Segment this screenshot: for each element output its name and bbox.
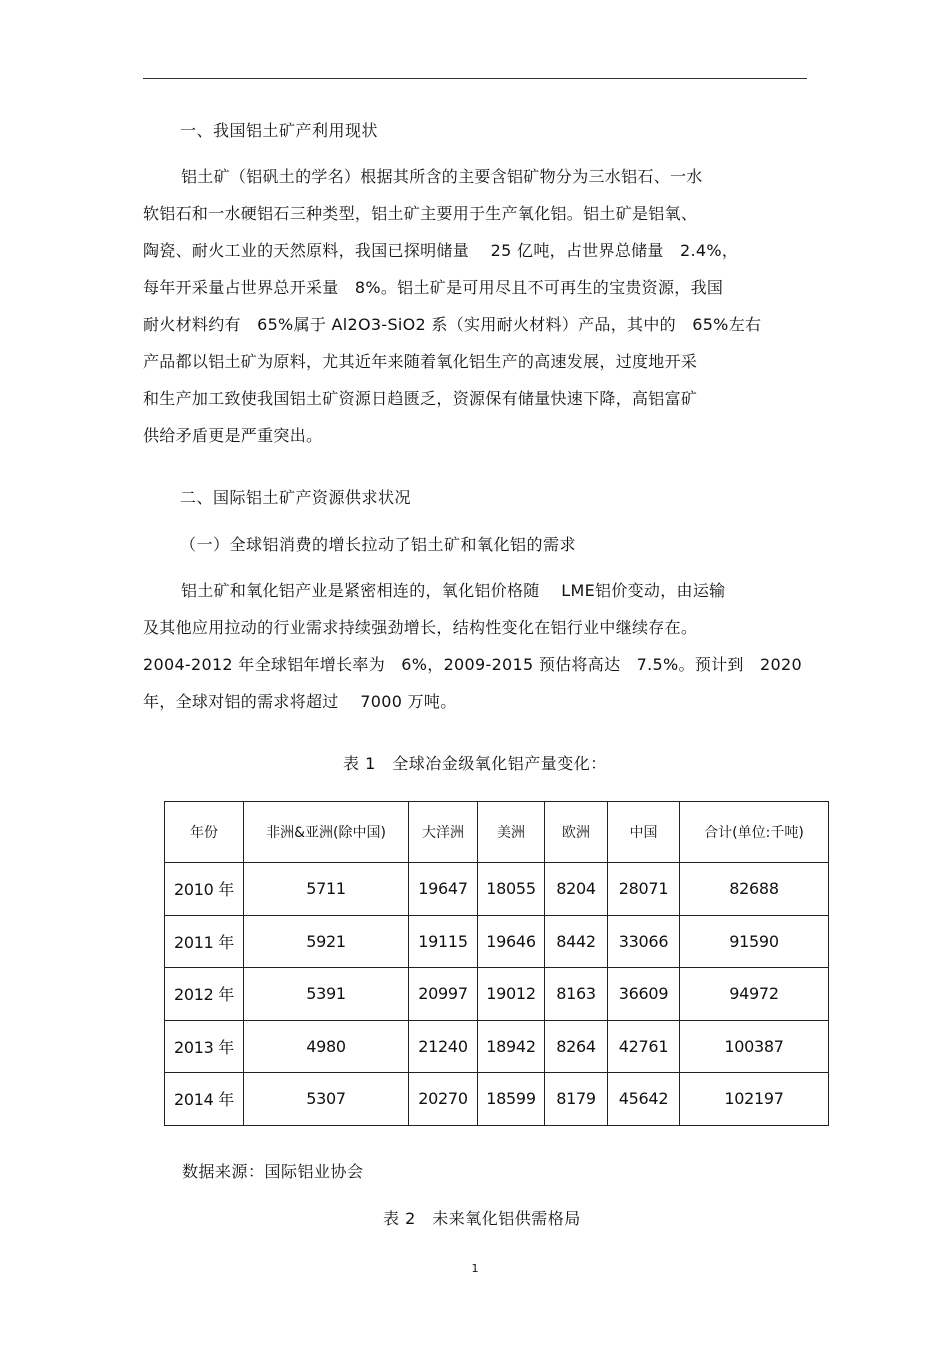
table-cell: 2010 年 xyxy=(165,863,244,916)
table-cell: 102197 xyxy=(680,1073,829,1126)
table-row xyxy=(165,863,829,916)
section-1-paragraph xyxy=(143,158,815,454)
table-cell: 21240 xyxy=(409,1020,478,1073)
table-cell: 42761 xyxy=(608,1020,680,1073)
table-cell: 91590 xyxy=(680,915,829,968)
paragraph-line: 铝土矿和氧化铝产业是紧密相连的，氧化铝价格随 LME铝价变动，由运输 xyxy=(181,581,726,600)
column-header: 合计(单位:千吨) xyxy=(680,802,829,863)
paragraph-line: 年，全球对铝的需求将超过 7000 万吨。 xyxy=(143,692,457,711)
paragraph-line: 供给矛盾更是严重突出。 xyxy=(143,426,323,445)
table-cell: 4980 xyxy=(244,1020,409,1073)
table-2-caption: 表 2 未来氧化铝供需格局 xyxy=(383,1209,581,1228)
section-2-paragraph xyxy=(143,572,815,720)
table-cell: 19115 xyxy=(409,915,478,968)
paragraph-line: 产品都以铝土矿为原料，尤其近年来随着氧化铝生产的高速发展，过度地开采 xyxy=(143,352,698,371)
table-cell: 2013 年 xyxy=(165,1020,244,1073)
table-cell: 8442 xyxy=(545,915,608,968)
page-number: 1 xyxy=(471,1262,479,1275)
paragraph-line: 每年开采量占世界总开采量 8%。铝土矿是可用尽且不可再生的宝贵资源，我国 xyxy=(143,278,724,297)
paragraph-line: 2004-2012 年全球铝年增长率为 6%，2009-2015 预估将高达 7.5%。预计到 2020 xyxy=(143,655,802,674)
paragraph-line: 陶瓷、耐火工业的天然原料，我国已探明储量 25 亿吨，占世界总储量 2.4%， xyxy=(143,241,739,260)
table-cell: 8163 xyxy=(545,968,608,1021)
table-cell: 2012 年 xyxy=(165,968,244,1021)
column-header: 欧洲 xyxy=(545,802,608,863)
table-cell: 20270 xyxy=(409,1073,478,1126)
table-cell: 5307 xyxy=(244,1073,409,1126)
column-header: 年份 xyxy=(165,802,244,863)
table-cell: 18599 xyxy=(478,1073,545,1126)
table-cell: 18055 xyxy=(478,863,545,916)
section-2-subheading: （一）全球铝消费的增长拉动了铝土矿和氧化铝的需求 xyxy=(180,535,577,554)
table-cell: 5921 xyxy=(244,915,409,968)
table-cell: 33066 xyxy=(608,915,680,968)
table-row xyxy=(165,1020,829,1073)
section-2-heading: 二、国际铝土矿产资源供求状况 xyxy=(180,488,412,507)
table-cell: 2014 年 xyxy=(165,1073,244,1126)
table-cell: 45642 xyxy=(608,1073,680,1126)
table-cell: 19012 xyxy=(478,968,545,1021)
table-cell: 8264 xyxy=(545,1020,608,1073)
table-cell: 19646 xyxy=(478,915,545,968)
column-header: 非洲&亚洲(除中国) xyxy=(244,802,409,863)
column-header: 中国 xyxy=(608,802,680,863)
paragraph-line: 和生产加工致使我国铝土矿资源日趋匮乏，资源保有储量快速下降，高铝富矿 xyxy=(143,389,698,408)
table-header-row xyxy=(165,802,829,863)
column-header: 大洋洲 xyxy=(409,802,478,863)
table-cell: 5711 xyxy=(244,863,409,916)
table-cell: 8179 xyxy=(545,1073,608,1126)
table-cell: 100387 xyxy=(680,1020,829,1073)
table-cell: 2011 年 xyxy=(165,915,244,968)
table-cell: 28071 xyxy=(608,863,680,916)
table-1-source: 数据来源：国际铝业协会 xyxy=(182,1162,364,1181)
table-cell: 94972 xyxy=(680,968,829,1021)
header-rule xyxy=(143,78,807,79)
paragraph-line: 耐火材料约有 65%属于 Al2O3-SiO2 系（实用耐火材料）产品，其中的 65%左右 xyxy=(143,315,762,334)
column-header: 美洲 xyxy=(478,802,545,863)
table-row xyxy=(165,915,829,968)
table-cell: 82688 xyxy=(680,863,829,916)
table-cell: 19647 xyxy=(409,863,478,916)
paragraph-line: 及其他应用拉动的行业需求持续强劲增长，结构性变化在铝行业中继续存在。 xyxy=(143,618,698,637)
table-row xyxy=(165,968,829,1021)
paragraph-line: 软铝石和一水硬铝石三种类型，铝土矿主要用于生产氧化铝。铝土矿是铝氧、 xyxy=(143,204,698,223)
paragraph-line: 铝土矿（铝矾土的学名）根据其所含的主要含铝矿物分为三水铝石、一水 xyxy=(181,167,703,186)
table-1-caption: 表 1 全球冶金级氧化铝产量变化： xyxy=(343,754,607,773)
table-cell: 5391 xyxy=(244,968,409,1021)
table-cell: 18942 xyxy=(478,1020,545,1073)
table-cell: 8204 xyxy=(545,863,608,916)
table-cell: 36609 xyxy=(608,968,680,1021)
table-cell: 20997 xyxy=(409,968,478,1021)
alumina-production-table xyxy=(164,801,829,1126)
section-1-heading: 一、我国铝土矿产利用现状 xyxy=(180,121,379,140)
table-row xyxy=(165,1073,829,1126)
